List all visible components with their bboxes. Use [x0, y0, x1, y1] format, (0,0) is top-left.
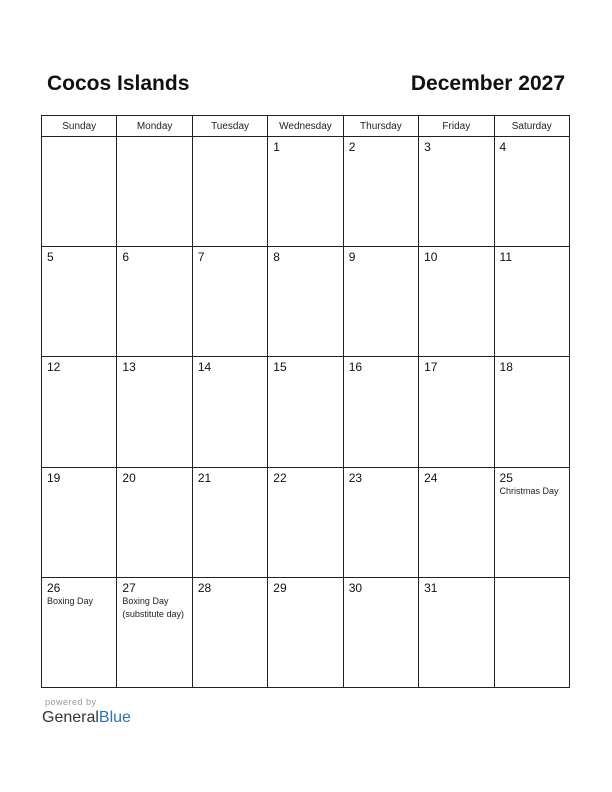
day-number: 21 [197, 470, 212, 485]
day-cell [343, 247, 418, 357]
day-cell [42, 467, 117, 577]
day-cell [419, 137, 494, 247]
day-cell [42, 247, 117, 357]
day-number: 1 [273, 140, 280, 154]
day-cell [343, 357, 418, 467]
weekday-friday: Friday [419, 116, 494, 137]
day-cell [268, 577, 343, 687]
day-number: 16 [348, 360, 363, 375]
day-number: 18 [499, 360, 513, 375]
day-number: 3 [424, 140, 431, 154]
day-cell [419, 577, 494, 687]
day-cell [343, 577, 418, 687]
holiday-label: Boxing Day [47, 595, 94, 606]
day-cell [419, 357, 494, 467]
day-cell [343, 467, 418, 577]
day-cell [192, 137, 267, 247]
day-number: 14 [197, 360, 212, 375]
day-cell [42, 577, 117, 687]
weekday-tuesday: Tuesday [192, 116, 267, 137]
day-cell [419, 247, 494, 357]
calendar-body [42, 137, 570, 688]
brand-general-text: General [42, 709, 99, 726]
holiday-label: Christmas Day [499, 485, 559, 496]
day-cell [494, 137, 569, 247]
day-number: 25 [499, 470, 513, 485]
day-number: 9 [348, 250, 356, 265]
day-number: 26 [47, 580, 61, 595]
day-cell [117, 137, 192, 247]
week-row [42, 577, 570, 687]
day-number: 10 [424, 250, 438, 265]
day-number: 13 [122, 360, 136, 375]
day-number: 12 [47, 360, 61, 375]
week-row [42, 137, 570, 247]
calendar-grid [41, 115, 570, 688]
weekday-saturday: Saturday [494, 116, 569, 137]
day-cell [494, 467, 569, 577]
day-cell [117, 357, 192, 467]
day-number: 2 [348, 140, 356, 154]
day-number: 24 [424, 470, 438, 485]
day-cell [192, 577, 267, 687]
day-cell [42, 357, 117, 467]
day-cell [494, 577, 569, 687]
day-cell [494, 247, 569, 357]
day-cell [42, 137, 117, 247]
day-cell [268, 247, 343, 357]
day-number: 5 [47, 250, 54, 265]
day-number: 11 [499, 250, 512, 265]
day-number: 27 [122, 580, 136, 595]
day-number: 7 [197, 250, 205, 265]
weekday-header-row [42, 116, 570, 137]
brand-blue-text: Blue [98, 709, 131, 726]
week-row [42, 247, 570, 357]
day-number: 20 [122, 470, 136, 485]
day-cell [494, 357, 569, 467]
footer-branding [42, 697, 131, 728]
month-year-title: December 2027 [410, 72, 565, 95]
day-cell [343, 137, 418, 247]
day-cell [192, 357, 267, 467]
day-number: 28 [197, 580, 212, 595]
day-number: 22 [273, 470, 287, 485]
day-number: 29 [273, 580, 287, 595]
day-number: 30 [348, 580, 363, 595]
powered-by-label: powered by [45, 697, 97, 707]
day-cell [117, 467, 192, 577]
day-number: 15 [273, 360, 287, 375]
week-row [42, 357, 570, 467]
week-row [42, 467, 570, 577]
weekday-monday: Monday [117, 116, 192, 137]
day-cell [192, 247, 267, 357]
weekday-thursday: Thursday [343, 116, 418, 137]
country-title: Cocos Islands [47, 72, 190, 95]
day-cell [117, 577, 192, 687]
holiday-label: Boxing Day (substitute day) [122, 595, 184, 619]
day-number: 31 [424, 580, 438, 595]
day-number: 6 [122, 250, 130, 265]
day-number: 8 [273, 250, 280, 265]
brand-logo [42, 708, 131, 728]
day-number: 19 [47, 470, 61, 485]
day-cell [192, 467, 267, 577]
day-cell [268, 467, 343, 577]
weekday-sunday: Sunday [42, 116, 117, 137]
day-cell [117, 247, 192, 357]
day-number: 23 [348, 470, 363, 485]
day-number: 17 [424, 360, 438, 375]
day-number: 4 [499, 140, 507, 154]
day-cell [419, 467, 494, 577]
day-cell [268, 137, 343, 247]
day-cell [268, 357, 343, 467]
weekday-wednesday: Wednesday [268, 116, 343, 137]
